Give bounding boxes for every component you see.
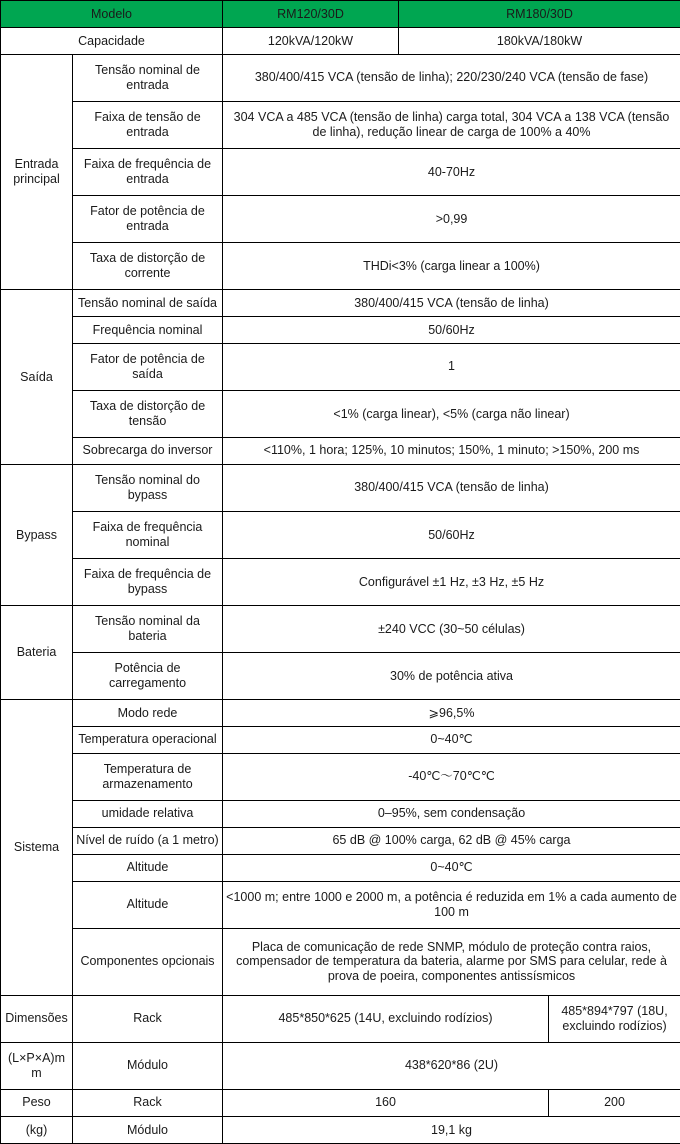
table-row — [1, 316, 680, 343]
weight-rack-label: Rack — [73, 1089, 223, 1116]
parameter-label: Taxa de distorção de corrente — [73, 242, 223, 289]
parameter-value: 304 VCA a 485 VCA (tensão de linha) carga total, 304 VCA a 138 VCA (tensão de linha), redução linear de carga de 100% a 40% — [223, 101, 680, 148]
table-row — [1, 726, 680, 753]
parameter-label: Tensão nominal de saída — [73, 290, 223, 317]
category-saida: Saída — [1, 290, 73, 465]
header-model-1: RM120/30D — [223, 1, 399, 28]
table-row — [1, 511, 680, 558]
dimensions-rack-value-2: 485*894*797 (18U, excluindo rodízios) — [549, 995, 680, 1042]
parameter-value: 65 dB @ 100% carga, 62 dB @ 45% carga — [223, 827, 680, 854]
parameter-value: 40-70Hz — [223, 148, 680, 195]
dimensions-rack-row — [1, 995, 680, 1042]
table-row — [1, 928, 680, 995]
table-row — [1, 605, 680, 652]
capacity-row — [1, 27, 680, 54]
dimensions-module-label: Módulo — [73, 1042, 223, 1089]
parameter-value: 380/400/415 VCA (tensão de linha) — [223, 290, 680, 317]
parameter-value: ⩾96,5% — [223, 699, 680, 726]
parameter-value: 30% de potência ativa — [223, 652, 680, 699]
parameter-label: Altitude — [73, 854, 223, 881]
table-row — [1, 800, 680, 827]
parameter-value: 380/400/415 VCA (tensão de linha) — [223, 464, 680, 511]
capacity-label: Capacidade — [1, 27, 223, 54]
parameter-value: 0~40℃ — [223, 854, 680, 881]
parameter-label: Temperatura operacional — [73, 726, 223, 753]
parameter-label: umidade relativa — [73, 800, 223, 827]
parameter-label: Potência de carregamento — [73, 652, 223, 699]
parameter-label: Sobrecarga do inversor — [73, 437, 223, 464]
parameter-label: Frequência nominal — [73, 316, 223, 343]
table-header-row — [1, 1, 680, 28]
dimensions-module-value: 438*620*86 (2U) — [223, 1042, 680, 1089]
parameter-value: <1000 m; entre 1000 e 2000 m, a potência é reduzida em 1% a cada aumento de 100 m — [223, 881, 680, 928]
table-row — [1, 464, 680, 511]
parameter-value: >0,99 — [223, 195, 680, 242]
category-peso: Peso — [1, 1089, 73, 1116]
parameter-value: THDi<3% (carga linear a 100%) — [223, 242, 680, 289]
table-row — [1, 343, 680, 390]
parameter-value: 50/60Hz — [223, 316, 680, 343]
parameter-label: Tensão nominal do bypass — [73, 464, 223, 511]
table-row — [1, 558, 680, 605]
table-row — [1, 854, 680, 881]
table-row — [1, 652, 680, 699]
category-sistema: Sistema — [1, 699, 73, 995]
parameter-value: 0~40℃ — [223, 726, 680, 753]
parameter-value: 50/60Hz — [223, 511, 680, 558]
parameter-label: Tensão nominal de entrada — [73, 54, 223, 101]
parameter-label: Taxa de distorção de tensão — [73, 390, 223, 437]
parameter-label: Fator de potência de saída — [73, 343, 223, 390]
table-row — [1, 148, 680, 195]
dimensions-rack-label: Rack — [73, 995, 223, 1042]
table-row — [1, 290, 680, 317]
table-row — [1, 881, 680, 928]
parameter-label: Modo rede — [73, 699, 223, 726]
parameter-label: Faixa de frequência nominal — [73, 511, 223, 558]
parameter-label: Componentes opcionais — [73, 928, 223, 995]
header-model-label: Modelo — [1, 1, 223, 28]
weight-module-value: 19,1 kg — [223, 1116, 680, 1143]
category-entrada-principal: Entrada principal — [1, 54, 73, 289]
table-row — [1, 699, 680, 726]
parameter-label: Faixa de frequência de bypass — [73, 558, 223, 605]
table-row — [1, 753, 680, 800]
parameter-label: Faixa de tensão de entrada — [73, 101, 223, 148]
weight-module-label: Módulo — [73, 1116, 223, 1143]
table-row — [1, 195, 680, 242]
table-row — [1, 827, 680, 854]
table-row — [1, 101, 680, 148]
dimensions-rack-value-1: 485*850*625 (14U, excluindo rodízios) — [223, 995, 549, 1042]
category-peso-unit: (kg) — [1, 1116, 73, 1143]
weight-rack-value-1: 160 — [223, 1089, 549, 1116]
parameter-label: Fator de potência de entrada — [73, 195, 223, 242]
category-bypass: Bypass — [1, 464, 73, 605]
parameter-value: -40℃～70℃℃ — [223, 753, 680, 800]
parameter-value: <110%, 1 hora; 125%, 10 minutos; 150%, 1 minuto; >150%, 200 ms — [223, 437, 680, 464]
weight-module-row — [1, 1116, 680, 1143]
parameter-value: ±240 VCC (30~50 células) — [223, 605, 680, 652]
category-dimensoes-unit: (L×P×A)mm — [1, 1042, 73, 1089]
parameter-value: <1% (carga linear), <5% (carga não linear) — [223, 390, 680, 437]
table-row — [1, 242, 680, 289]
table-row — [1, 390, 680, 437]
parameter-label: Nível de ruído (a 1 metro) — [73, 827, 223, 854]
dimensions-module-row — [1, 1042, 680, 1089]
parameter-value: 0–95%, sem condensação — [223, 800, 680, 827]
capacity-value-2: 180kVA/180kW — [399, 27, 680, 54]
parameter-value: 1 — [223, 343, 680, 390]
category-dimensoes: Dimensões — [1, 995, 73, 1042]
weight-rack-value-2: 200 — [549, 1089, 680, 1116]
parameter-label: Altitude — [73, 881, 223, 928]
parameter-value: Placa de comunicação de rede SNMP, módulo de proteção contra raios, compensador de temperatura da bateria, alarme por SMS para celular, rede à prova de poeira, componentes antissísmicos — [223, 928, 680, 995]
parameter-label: Faixa de frequência de entrada — [73, 148, 223, 195]
table-row — [1, 54, 680, 101]
table-row — [1, 437, 680, 464]
parameter-value: Configurável ±1 Hz, ±3 Hz, ±5 Hz — [223, 558, 680, 605]
parameter-value: 380/400/415 VCA (tensão de linha); 220/230/240 VCA (tensão de fase) — [223, 54, 680, 101]
parameter-label: Tensão nominal da bateria — [73, 605, 223, 652]
weight-rack-row — [1, 1089, 680, 1116]
capacity-value-1: 120kVA/120kW — [223, 27, 399, 54]
parameter-label: Temperatura de armazenamento — [73, 753, 223, 800]
category-bateria: Bateria — [1, 605, 73, 699]
header-model-2: RM180/30D — [399, 1, 680, 28]
